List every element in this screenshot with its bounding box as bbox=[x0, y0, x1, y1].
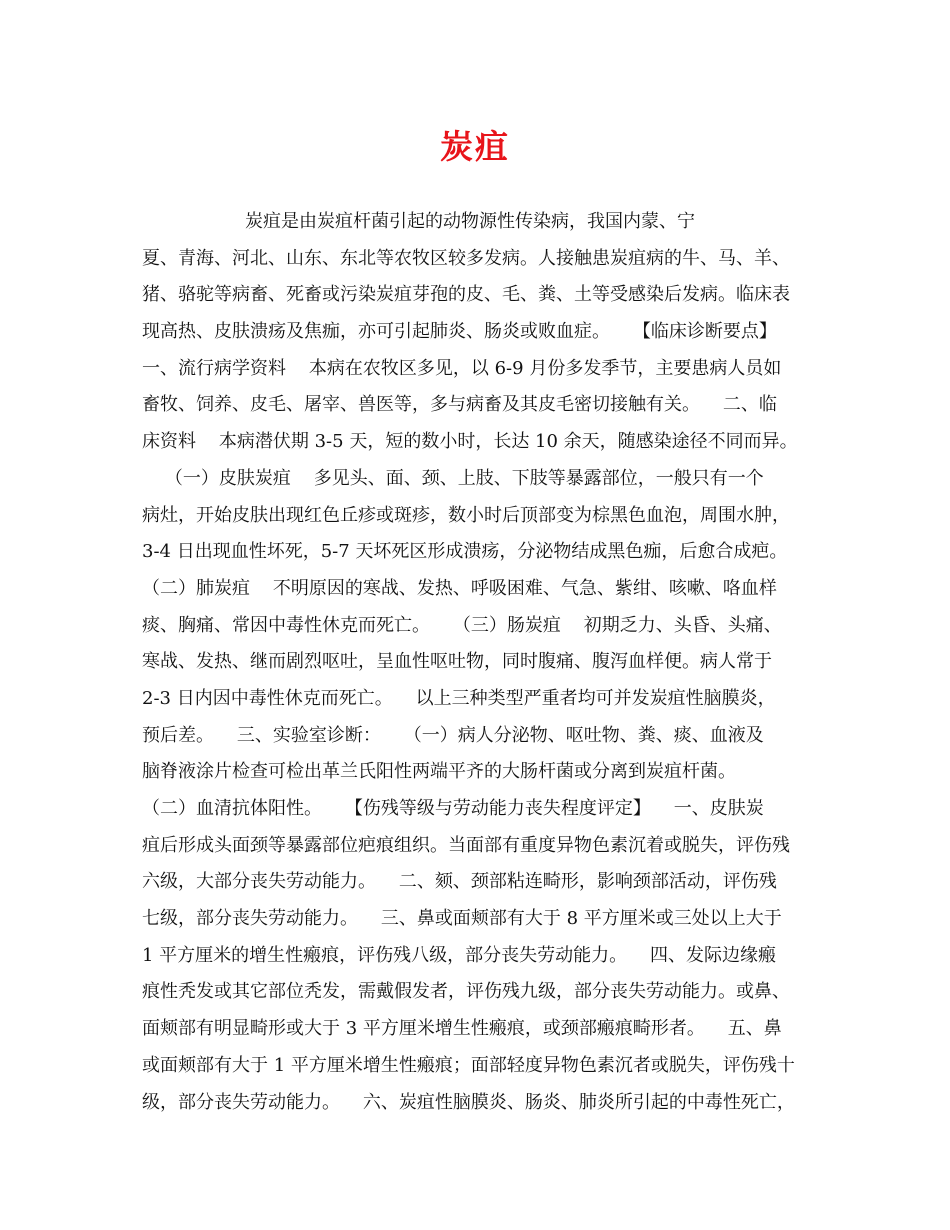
text-line: 脑脊液涂片检查可检出革兰氏阳性两端平齐的大肠杆菌或分离到炭疽杆菌。 bbox=[142, 761, 736, 783]
text-line: 六级，大部分丧失劳动能力。 二、颏、颈部粘连畸形，影响颈部活动，评伤残 bbox=[142, 871, 777, 893]
text-line: 面颊部有明显畸形或大于 3 平方厘米增生性瘢痕，或颈部瘢痕畸形者。 五、鼻 bbox=[142, 1018, 782, 1040]
text-line: 寒战、发热、继而剧烈呕吐，呈血性呕吐物，同时腹痛、腹泻血样便。病人常于 bbox=[142, 651, 772, 673]
text-line: （一）皮肤炭疽 多见头、面、颈、上肢、下肢等暴露部位，一般只有一个 bbox=[142, 467, 764, 489]
text-line: 病灶，开始皮肤出现红色丘疹或斑疹，数小时后顶部变为棕黑色血泡，周围水肿， bbox=[142, 504, 790, 526]
text-line: 3-4 日出现血性坏死，5-7 天坏死区形成溃疡，分泌物结成黑色痂，后愈合成疤。 bbox=[142, 541, 788, 563]
document-title: 炭疽 bbox=[440, 127, 510, 166]
text-line: 夏、青海、河北、山东、东北等农牧区较多发病。人接触患炭疽病的牛、马、羊、 bbox=[142, 247, 790, 269]
text-line: 现高热、皮肤溃疡及焦痂，亦可引起肺炎、肠炎或败血症。 【临床诊断要点】 bbox=[142, 321, 777, 343]
text-line: 疽后形成头面颈等暴露部位疤痕组织。当面部有重度异物色素沉着或脱失，评伤残 bbox=[142, 834, 790, 856]
text-line: 级，部分丧失劳动能力。 六、炭疽性脑膜炎、肠炎、肺炎所引起的中毒性死亡， bbox=[142, 1091, 795, 1113]
document-body bbox=[142, 204, 822, 1121]
text-line: （二）肺炭疽 不明原因的寒战、发热、呼吸困难、气急、紫绀、咳嗽、咯血样 bbox=[142, 577, 777, 599]
text-line: 痰、胸痛、常因中毒性休克而死亡。 （三）肠炭疽 初期乏力、头昏、头痛、 bbox=[142, 614, 782, 636]
text-line: 一、流行病学资料 本病在农牧区多见，以 6-9 月份多发季节，主要患病人员如 bbox=[142, 357, 782, 379]
text-line: 1 平方厘米的增生性瘢痕，评伤残八级，部分丧失劳动能力。 四、发际边缘瘢 bbox=[142, 944, 777, 966]
text-line: 或面颊部有大于 1 平方厘米增生性瘢痕；面部轻度异物色素沉者或脱失，评伤残十 bbox=[142, 1054, 795, 1076]
text-line: 床资料 本病潜伏期 3-5 天，短的数小时，长达 10 余天，随感染途径不同而异。 bbox=[142, 431, 798, 453]
text-line: 畜牧、饲养、皮毛、屠宰、兽医等，多与病畜及其皮毛密切接触有关。 二、临 bbox=[142, 394, 777, 416]
text-line: （二）血清抗体阳性。 【伤残等级与劳动能力丧失程度评定】 一、皮肤炭 bbox=[142, 798, 764, 819]
text-line: 炭疽是由炭疽杆菌引起的动物源性传染病，我国内蒙、宁 bbox=[142, 211, 695, 232]
text-line: 痕性秃发或其它部位秃发，需戴假发者，评伤残九级，部分丧失劳动能力。或鼻、 bbox=[142, 981, 790, 1003]
text-line: 猪、骆驼等病畜、死畜或污染炭疽芽孢的皮、毛、粪、土等受感染后发病。临床表 bbox=[142, 284, 790, 306]
text-line: 预后差。 三、实验室诊断： （一）病人分泌物、呕吐物、粪、痰、血液及 bbox=[142, 724, 764, 746]
text-line: 七级，部分丧失劳动能力。 三、鼻或面颊部有大于 8 平方厘米或三处以上大于 bbox=[142, 908, 782, 930]
text-line: 2-3 日内因中毒性休克而死亡。 以上三种类型严重者均可并发炭疽性脑膜炎， bbox=[142, 687, 776, 709]
